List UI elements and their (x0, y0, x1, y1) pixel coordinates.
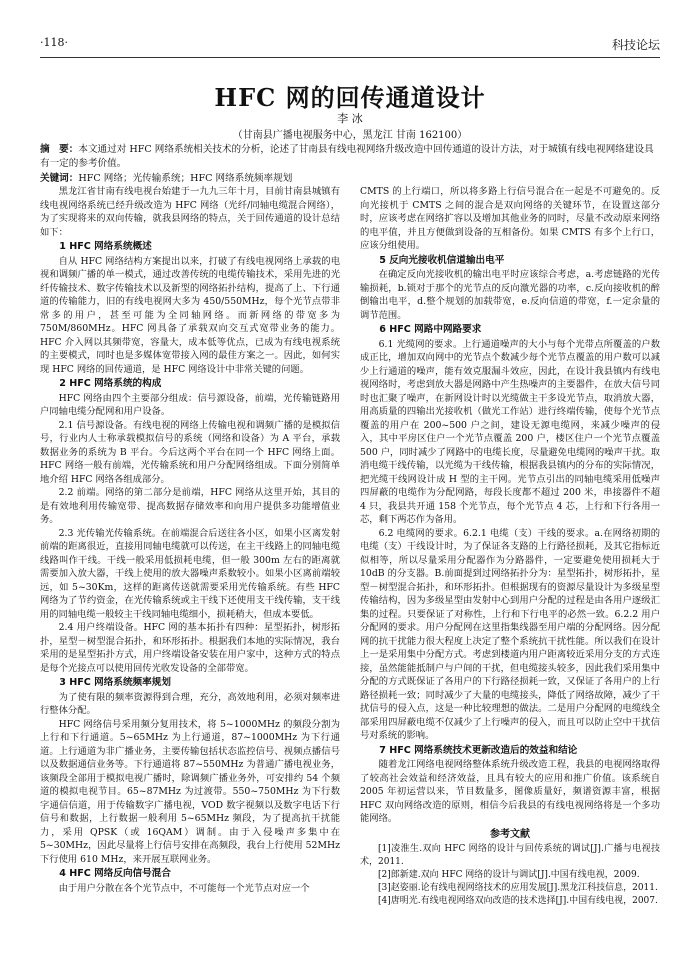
paragraph: HFC 网络由四个主要部分组成：信号源设备，前端，光传输链路用户同轴电缆分配网和用户设备。 (40, 392, 340, 417)
section-heading: 7 HFC 网络系统技术更新改造后的效益和结论 (379, 744, 578, 756)
references-title: 参考文献 (490, 828, 530, 840)
reference-item: [1]凌淮生.双向 HFC 网络的设计与回传系统的调试[J].广播与电视技术，2011. (360, 844, 660, 867)
section-heading: 5 反向光接收机信道输出电平 (379, 254, 505, 266)
journal-name: 科技论坛 (611, 38, 660, 52)
paragraph: 2.2 前端。网络的第二部分是前端，HFC 网络从这里开始，其目的是有效地利用传输宽带、提高数据存储效率和向用户提供多功能增值业务。 (40, 487, 340, 525)
paragraph: 自从 HFC 网络结构方案提出以来，打破了有线电视网络上承载的电视和调频广播的单一模式，通过改善传统的电缆传输技术，采用先进的光纤传输技术、数字传输技术以及新型的网络拓扑结构，提高了上、下行通道的传输能力，旧的有线电视网大多为 450/550MHz，每个光节点带非常多的用户，甚至可能为全同轴网络。而新网络的带宽多为 750M/860MHz。HFC 网具备了承载双向交互式宽带业务的能力。HFC 介入网以其频带宽，容量大，成本低等优点，已成为有线电视系统的主要模式，同时也是多媒体宽带接入网的最佳方案之一。因此，如何实现 HFC 网络的回传通道，是 HFC 网络设计中非常关键的问题。 (40, 255, 340, 375)
paragraph: 由于用户分散在各个光节点中，不可能每一个光节点对应一个 (58, 882, 310, 894)
paragraph: HFC 网络信号采用频分复用技术，将 5~1000MHz 的频段分割为上行和下行通道。5~65MHz 为上行通道，87~1000MHz 为下行通道。上行通道为非广播业务，主要传输包括状态监控信号、视频点播信号以及数据通信业务等。下行通道将 87~550MHz 为普通广播电视业务，该频段全部用于模拟电视广播时，除调频广播业务外，可安排约 54 个频道的模拟电视节目。65~87MHz 为过渡带。550~750MHz 为下行数字通信信道，用于传输数字广播电视，VOD 数字视频以及数字电话下行信号和数据，上行数据一般利用 5~65MHz 频段，为了提高抗干扰能力，采用 QPSK（或 16QAM）调制。由于入侵噪声多集中在 5~30MHz，因此尽量将上行信号安排在高频段，我台上行使用 52MHz 下行使用 610 MHz，来开展互联网业务。 (40, 718, 340, 865)
paragraph: 6.1 光缆网的要求。上行通道噪声的大小与每个光带点所覆盖的户数成正比，增加双向网中的光节点个数减少每个光节点覆盖的用户数可以减少上行通道的噪声，能有效克服漏斗效应，因此，在设计我县镇内有线电视网络时，考虑到放大器是网路中产生热噪声的主要器件，在放大信号同时也汇聚了噪声，在新网设计时以光缆做主干多设光节点，取消放大器，用高质量的四输出光接收机（做光工作站）进行终端传输，使每个光节点覆盖的用户在 200~500 户之间，建设无源电缆网，来减少噪声的侵入，其中平房区住户一个光节点覆盖 200 户，楼区住户一个光节点覆盖 500 户，同时减少了网路中的电缆长度，尽量避免电缆网的噪声干扰。取消电缆干线传输，以光缆为干线传输，根据我县镇内的分布的实际情况，把光缆干线网设计成 H 型的主干网。光节点引出的同轴电缆采用低噪声四屏蔽的电缆作为分配网路，每段长度都不超过 200 米，串接器件不超 4 只，我县共开通 158 个光节点，每个光节点 4 芯，上行和下行各用一芯，剩下两芯作为备用。 (360, 338, 660, 525)
section-heading: 4 HFC 网络反向信号混合 (59, 868, 171, 879)
right-column (360, 185, 660, 908)
intro-paragraph: 黑龙江省甘南有线电视台始建于一九九三年十月，目前甘南县城镇有线电视网络系统已经升级改造为 HFC 网络（光纤/同轴电缆混合网络），为了实现将来的双向传输，就我县网络的特点，关于回传通道的设计总结如下： (40, 186, 340, 238)
paragraph: 6.2 电缆网的要求。6.2.1 电缆（支）干线的要求。a.在网络初期的电缆（支）干线设计时，为了保证各支路的上行路径损耗，及其它指标近似相等，所以尽量采用分配器作为分路器件，一定要避免使用损耗大于 10dB 的分支器。B.前面提到过网络拓扑分为：星型拓扑，树形拓扑，星型－树型混合拓扑，和环形拓扑。但根据现有的资源尽量设计为多级星型传输结构，因为多级星型由发射中心到用户分配的过程是由各用户逐级汇集的过程。只要保证了对称性，上行和下行电平的必然一致。6.2.2 用户分配网的要求。用户分配网在这里指集线器至用户端的分配网络。因分配网的抗干扰能力很大程度上决定了整个系统抗干扰性能。所以我们在设计上一是采用集中分配方式。考虑到楼道内用户距离较近采用分支的方式连接，虽然能能抵制户与户间的干扰，但电缆接头较多，因此我们采用集中分配的方式既保证了各用户的下行路径损耗一致，又保证了各用户的上行路径损耗一致；同时减少了大量的电缆接头，降低了网络故障，减少了干扰信号的侵入点，这是一种比较理想的做法。二是用户分配网的电缆线全部采用四屏蔽电缆不仅减少了上行噪声的侵入，而且可以防止空中干扰信号对系统的影响。 (360, 527, 660, 741)
article-title: HFC 网的回传通道设计 (214, 83, 486, 112)
abstract-label: 摘 要： (40, 144, 79, 155)
paragraph: 2.1 信号源设备。有线电视的网络上传输电视和调频广播的是模拟信号，行业内人士称承载模拟信号的系统（网络和设备）为 A 平台，承载数据业务的系统为 B 平台。今后这两个平台在同一个 HFC 网络上面。HFC 网络一般有前端，光传输系统和用户分配网络组成。下面分别简单地介绍 HFC 网络各组成部分。 (40, 419, 340, 485)
section-heading: 1 HFC 网络系统概述 (59, 241, 152, 252)
paragraph: 在确定反向光接收机的输出电平时应该综合考虑，a.考虑链路的光传输损耗，b.锁对于那个的光节点的反向激光器的功率，c.反向接收机的醉倒输出电平，d.整个规划的加载带宽，e.反向信道的带宽，f.一定余量的调节范围。 (360, 269, 660, 321)
paragraph: 2.3 光传输光传输系统。在前端混合后送往各小区，如果小区离发射前端的距离很近，直接用同轴电缆就可以传送，在主干线路上的同轴电缆线路叫作干线。干线一般采用低损耗电缆，但一般 300m 左右的距离就需要加入放大器，干线上使用的放大器噪声系数较小。如果小区离前端较远，如 5~30Km，这样的距离传送就需要采用光传输系统。有些 HFC 网络为了节约资金，在光传输系统或主干线下还使用支干线传输，支干线用的同轴电缆一般较主干线同轴电缆细小，损耗稍大，但成本要低。 (40, 527, 340, 620)
running-header (40, 36, 660, 54)
abstract-text: 本文通过对 HFC 网络系统相关技术的分析，论述了甘南县有线电视网络升级改造中回传通道的设计方法，对于城镇有线电视网络建设具有一定的参考价值。 (40, 144, 654, 169)
author: 李 冰 (337, 112, 363, 125)
keywords (40, 172, 660, 186)
affiliation: （甘南县广播电视服务中心，黑龙江 甘南 162100） (232, 130, 468, 141)
paragraph: 随着龙江网络电视网络整体系统升级改造工程，我县的电视网络取得了较高社会效益和经济效益，且具有较大的应用和推广价值。该系统自 2005 年初运营以来，节目数量多，图像质量好，频谱资源丰富，根据 HFC 双向网络改造的原则，相信今后我县的有线电视网络将是一个多功能网络。 (360, 759, 660, 824)
section-heading: 2 HFC 网络系统的构成 (59, 378, 162, 389)
abstract (40, 143, 660, 171)
paragraph: 为了使有限的频率资源得到合理，充分，高效地利用，必须对频率进行整体分配。 (40, 691, 340, 716)
section-heading: 6 HFC 网路中网路要求 (379, 324, 482, 335)
keywords-text: HFC 网络；光传输系统；HFC 网络系统频率规划 (78, 173, 293, 184)
page-number: ·118· (40, 36, 68, 49)
left-column (40, 185, 340, 895)
header-rule (40, 57, 660, 58)
reference-item: [3]赵姿丽.论有线电视网络技术的应用发展[J].黑龙江科技信息，2011. (378, 883, 658, 893)
paragraph: CMTS 的上行端口，所以将多路上行信号混合在一起是不可避免的。反向光接机于 CMTS 之间的混合是双向网络的关键环节，在设置这部分时，应该考虑在网络扩容以及增加其他业务的同时，尽量不改动原来网络的电平值，并且方便做到设备的互相备份。如果 CMTS 有多个上行口，应该分组使用。 (360, 186, 660, 251)
keywords-label: 关键词： (40, 173, 79, 184)
reference-item: [4]唐明光.有线电视网络双向改造的技术选择[J].中国有线电视，2007. (378, 896, 658, 906)
section-heading: 3 HFC 网络系统频率规划 (59, 677, 171, 688)
reference-item: [2]郎新建.双向 HFC 网络的设计与调试[J].中国有线电视，2009. (378, 870, 640, 880)
paragraph: 2.4 用户终端设备。HFC 网的基本拓扑有四种：星型拓扑，树形拓扑，星型－树型混合拓扑，和环形拓扑。根据我们本地的实际情况，我台采用的是星型拓扑方式，用户终端设备安装在用户家中，这种方式的特点是每个光接点可以使用回传光收发设备的全部带宽。 (40, 622, 340, 674)
